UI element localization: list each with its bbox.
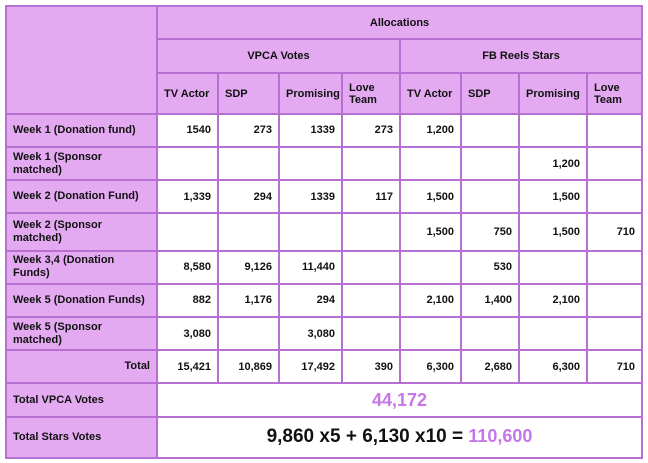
row-label: Week 2 (Sponsor matched): [6, 213, 157, 250]
table-cell: [461, 180, 519, 213]
table-cell: 710: [587, 213, 642, 250]
total-cell: 390: [342, 350, 400, 383]
table-cell: [218, 317, 279, 350]
total-label: Total: [6, 350, 157, 383]
table-cell: [400, 147, 461, 180]
total-stars-cell: [157, 417, 642, 458]
table-cell: 1,500: [400, 180, 461, 213]
table-cell: 1,500: [519, 180, 587, 213]
table-cell: 1,339: [157, 180, 218, 213]
table-row: [6, 251, 642, 284]
table-row: [6, 213, 642, 250]
table-cell: [218, 147, 279, 180]
table-row: [6, 284, 642, 317]
table-cell: [587, 317, 642, 350]
table-cell: [461, 147, 519, 180]
table-cell: 1,400: [461, 284, 519, 317]
row-label: Week 1 (Sponsor matched): [6, 147, 157, 180]
table-cell: [519, 251, 587, 284]
total-cell: 710: [587, 350, 642, 383]
row-label: Week 1 (Donation fund): [6, 114, 157, 147]
row-label: Week 5 (Sponsor matched): [6, 317, 157, 350]
table-cell: [218, 213, 279, 250]
table-cell: 273: [342, 114, 400, 147]
table-cell: 1,176: [218, 284, 279, 317]
table-cell: 8,580: [157, 251, 218, 284]
table-row: [6, 180, 642, 213]
col-header-promising: Promising: [279, 73, 342, 113]
col-header-sdp: SDP: [218, 73, 279, 113]
table-cell: [587, 180, 642, 213]
total-cell: 6,300: [400, 350, 461, 383]
table-cell: [587, 251, 642, 284]
table-cell: 750: [461, 213, 519, 250]
table-row: [6, 317, 642, 350]
table-cell: 1,200: [519, 147, 587, 180]
table-cell: [587, 114, 642, 147]
corner-cell: [6, 6, 157, 114]
col-header-promising: Promising: [519, 73, 587, 113]
table-cell: [461, 317, 519, 350]
total-cell: 17,492: [279, 350, 342, 383]
total-cell: 15,421: [157, 350, 218, 383]
table-cell: [400, 251, 461, 284]
col-header-sdp: SDP: [461, 73, 519, 113]
table-cell: [461, 114, 519, 147]
col-header-love-team: Love Team: [342, 73, 400, 113]
col-header-love-team: Love Team: [587, 73, 642, 113]
table-cell: 2,100: [519, 284, 587, 317]
table-cell: [279, 147, 342, 180]
table-cell: 1,200: [400, 114, 461, 147]
total-stars-row: [6, 417, 642, 458]
table-cell: [342, 251, 400, 284]
table-cell: 3,080: [157, 317, 218, 350]
col-header-tv-actor: TV Actor: [157, 73, 218, 113]
total-cell: 6,300: [519, 350, 587, 383]
table-cell: 294: [279, 284, 342, 317]
row-label: Week 3,4 (Donation Funds): [6, 251, 157, 284]
table-cell: 1,500: [400, 213, 461, 250]
table-cell: [342, 147, 400, 180]
table-cell: 3,080: [279, 317, 342, 350]
table-cell: [157, 213, 218, 250]
table-cell: [279, 213, 342, 250]
table-cell: [342, 284, 400, 317]
table-cell: 1339: [279, 180, 342, 213]
allocations-table: [5, 5, 643, 459]
col-header-tv-actor: TV Actor: [400, 73, 461, 113]
table-row: [6, 114, 642, 147]
table-cell: 1339: [279, 114, 342, 147]
table-cell: 294: [218, 180, 279, 213]
table-cell: 2,100: [400, 284, 461, 317]
vpca-votes-header: VPCA Votes: [157, 39, 400, 73]
table-cell: [587, 284, 642, 317]
table-cell: [342, 213, 400, 250]
row-label: Week 2 (Donation Fund): [6, 180, 157, 213]
table-cell: 1540: [157, 114, 218, 147]
table-cell: 882: [157, 284, 218, 317]
total-cell: 10,869: [218, 350, 279, 383]
total-cell: 2,680: [461, 350, 519, 383]
table-cell: 1,500: [519, 213, 587, 250]
table-cell: [400, 317, 461, 350]
table-cell: [519, 114, 587, 147]
total-stars-label: Total Stars Votes: [6, 417, 157, 458]
total-vpca-label: Total VPCA Votes: [6, 383, 157, 416]
table-row: [6, 147, 642, 180]
fb-reels-stars-header: FB Reels Stars: [400, 39, 642, 73]
table-cell: [157, 147, 218, 180]
total-row: [6, 350, 642, 383]
table-cell: 117: [342, 180, 400, 213]
total-vpca-row: [6, 383, 642, 416]
stars-formula: 9,860 x5 + 6,130 x10 =: [266, 426, 469, 448]
table-cell: 9,126: [218, 251, 279, 284]
table-cell: [587, 147, 642, 180]
total-vpca-value: 44,172: [157, 383, 642, 416]
table-cell: [342, 317, 400, 350]
table-cell: 273: [218, 114, 279, 147]
table-cell: [519, 317, 587, 350]
table-cell: 530: [461, 251, 519, 284]
row-label: Week 5 (Donation Funds): [6, 284, 157, 317]
allocations-header: Allocations: [157, 6, 642, 39]
table-cell: 11,440: [279, 251, 342, 284]
stars-result: 110,600: [468, 426, 533, 447]
